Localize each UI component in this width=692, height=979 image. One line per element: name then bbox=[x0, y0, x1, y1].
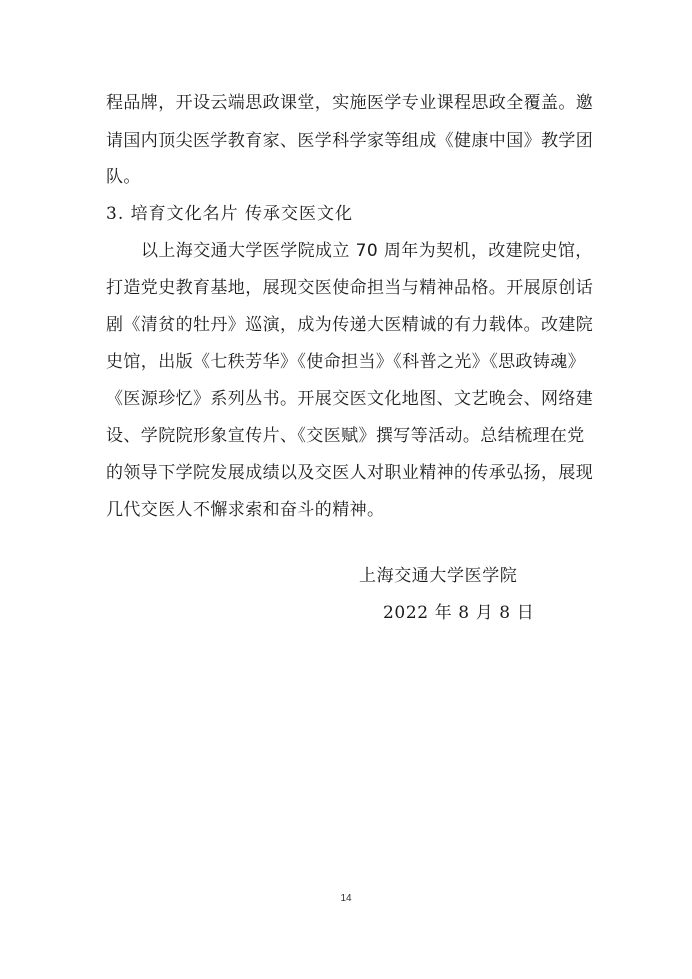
paragraph-line: 史馆，出版《七秩芳华》《使命担当》《科普之光》《思政铸魂》 bbox=[106, 352, 586, 372]
section-heading: 3. 培育文化名片 传承交医文化 bbox=[106, 204, 354, 224]
paragraph-line: 的领导下学院发展成绩以及交医人对职业精神的传承弘扬，展现 bbox=[106, 463, 594, 483]
signature-date: 2022 年 8 月 8 日 bbox=[383, 603, 535, 623]
page-number: 14 bbox=[340, 893, 352, 904]
paragraph-line: 几代交医人不懈求索和奋斗的精神。 bbox=[106, 500, 385, 520]
paragraph-line: 设、学院院形象宣传片、《交医赋》撰写等活动。总结梳理在党 bbox=[106, 426, 585, 446]
signature-organization: 上海交通大学医学院 bbox=[359, 566, 518, 586]
paragraph-line: 打造党史教育基地，展现交医使命担当与精神品格。开展原创话 bbox=[106, 278, 594, 298]
paragraph-line: 程品牌，开设云端思政课堂，实施医学专业课程思政全覆盖。邀 bbox=[106, 93, 594, 113]
paragraph-line: 《医源珍忆》系列丛书。开展交医文化地图、文艺晚会、网络建 bbox=[106, 389, 594, 409]
paragraph-line: 剧《清贫的牡丹》巡演，成为传递大医精诚的有力载体。改建院 bbox=[106, 315, 594, 335]
paragraph-line: 请国内顶尖医学教育家、医学科学家等组成《健康中国》教学团 bbox=[106, 131, 594, 151]
paragraph-line: 以上海交通大学医学院成立 70 周年为契机，改建院史馆， bbox=[141, 241, 593, 261]
paragraph-line: 队。 bbox=[106, 167, 141, 187]
